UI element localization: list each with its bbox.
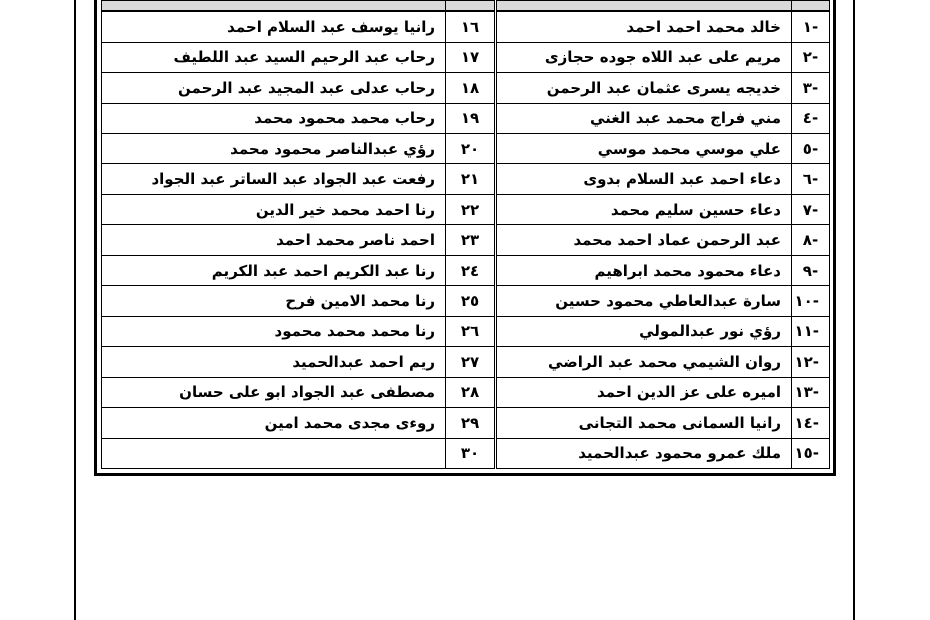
- table-row: [102, 11, 830, 42]
- student-name-left: رنا محمد الامين فرح: [102, 286, 446, 316]
- student-name-left: مصطفى عبد الجواد ابو على حسان: [102, 377, 446, 407]
- row-number-left: ٢٦: [446, 316, 496, 346]
- row-number-left: ٢٨: [446, 377, 496, 407]
- page-border-right: [853, 0, 855, 620]
- header-cell-num-left: [446, 1, 496, 12]
- table-row: [102, 438, 830, 469]
- header-cell-name-left: [102, 1, 446, 12]
- student-roster-table: [101, 0, 830, 469]
- student-name-right: اميره على عز الدين احمد: [496, 377, 792, 407]
- student-name-left: رحاب عدلى عبد المجيد عبد الرحمن: [102, 73, 446, 103]
- student-name-left: رنا محمد محمد محمود: [102, 316, 446, 346]
- header-cell-name-right: [496, 1, 792, 12]
- student-name-left: ريم احمد عبدالحميد: [102, 347, 446, 377]
- row-number-right: -٢: [792, 42, 830, 72]
- row-number-left: ١٦: [446, 11, 496, 42]
- student-name-right: علي موسي محمد موسي: [496, 133, 792, 163]
- student-name-left: روءى مجدى محمد امين: [102, 408, 446, 438]
- row-number-left: ٢٧: [446, 347, 496, 377]
- row-number-right: -٨: [792, 225, 830, 255]
- row-number-left: ٢٥: [446, 286, 496, 316]
- table-row: [102, 347, 830, 377]
- table-row: [102, 316, 830, 346]
- student-name-left: احمد ناصر محمد احمد: [102, 225, 446, 255]
- row-number-left: ١٧: [446, 42, 496, 72]
- row-number-right: -٤: [792, 103, 830, 133]
- student-name-right: مريم على عبد اللاه جوده حجازى: [496, 42, 792, 72]
- table-row: [102, 377, 830, 407]
- row-number-right: -١٣: [792, 377, 830, 407]
- row-number-left: ٢٣: [446, 225, 496, 255]
- student-name-left: [102, 438, 446, 469]
- student-name-left: رؤي عبدالناصر محمود محمد: [102, 133, 446, 163]
- row-number-right: -١١: [792, 316, 830, 346]
- student-name-left: رفعت عبد الجواد عبد الساتر عبد الجواد: [102, 164, 446, 194]
- student-name-right: دعاء محمود محمد ابراهيم: [496, 255, 792, 285]
- header-cell-num-right: [792, 1, 830, 12]
- row-number-left: ٢٤: [446, 255, 496, 285]
- student-name-right: رؤي نور عبدالمولي: [496, 316, 792, 346]
- roster-body: [102, 1, 830, 469]
- student-name-right: مني فراج محمد عبد الغني: [496, 103, 792, 133]
- student-name-left: رنا احمد محمد خير الدين: [102, 194, 446, 224]
- row-number-right: -١٠: [792, 286, 830, 316]
- student-name-right: دعاء حسين سليم محمد: [496, 194, 792, 224]
- row-number-right: -١: [792, 11, 830, 42]
- row-number-right: -٩: [792, 255, 830, 285]
- student-name-right: ملك عمرو محمود عبدالحميد: [496, 438, 792, 469]
- row-number-right: -١٤: [792, 408, 830, 438]
- row-number-right: -٣: [792, 73, 830, 103]
- row-number-left: ٢٩: [446, 408, 496, 438]
- table-row: [102, 408, 830, 438]
- table-row: [102, 194, 830, 224]
- row-number-left: ١٨: [446, 73, 496, 103]
- row-number-left: ٢٠: [446, 133, 496, 163]
- table-row: [102, 225, 830, 255]
- table-header-row: [102, 1, 830, 12]
- table-row: [102, 255, 830, 285]
- student-name-right: عبد الرحمن عماد احمد محمد: [496, 225, 792, 255]
- student-name-left: رنا عبد الكريم احمد عبد الكريم: [102, 255, 446, 285]
- row-number-right: -٥: [792, 133, 830, 163]
- table-row: [102, 73, 830, 103]
- row-number-right: -٦: [792, 164, 830, 194]
- row-number-right: -١٢: [792, 347, 830, 377]
- row-number-right: -١٥: [792, 438, 830, 469]
- row-number-left: ٢١: [446, 164, 496, 194]
- student-name-right: خالد محمد احمد احمد: [496, 11, 792, 42]
- student-name-right: رانيا السمانى محمد التجانى: [496, 408, 792, 438]
- row-number-left: ١٩: [446, 103, 496, 133]
- student-name-left: رحاب محمد محمود محمد: [102, 103, 446, 133]
- table-row: [102, 164, 830, 194]
- table-row: [102, 133, 830, 163]
- student-name-left: رانيا يوسف عبد السلام احمد: [102, 11, 446, 42]
- row-number-left: ٢٢: [446, 194, 496, 224]
- student-name-right: روان الشيمي محمد عبد الراضي: [496, 347, 792, 377]
- student-name-right: خديجه يسرى عثمان عبد الرحمن: [496, 73, 792, 103]
- table-row: [102, 286, 830, 316]
- page-border-left: [74, 0, 76, 620]
- row-number-right: -٧: [792, 194, 830, 224]
- table-row: [102, 42, 830, 72]
- row-number-left: ٣٠: [446, 438, 496, 469]
- student-name-right: سارة عبدالعاطي محمود حسين: [496, 286, 792, 316]
- table-row: [102, 103, 830, 133]
- student-name-right: دعاء احمد عبد السلام بدوى: [496, 164, 792, 194]
- student-name-left: رحاب عبد الرحيم السيد عبد اللطيف: [102, 42, 446, 72]
- roster-table-frame: [94, 0, 836, 476]
